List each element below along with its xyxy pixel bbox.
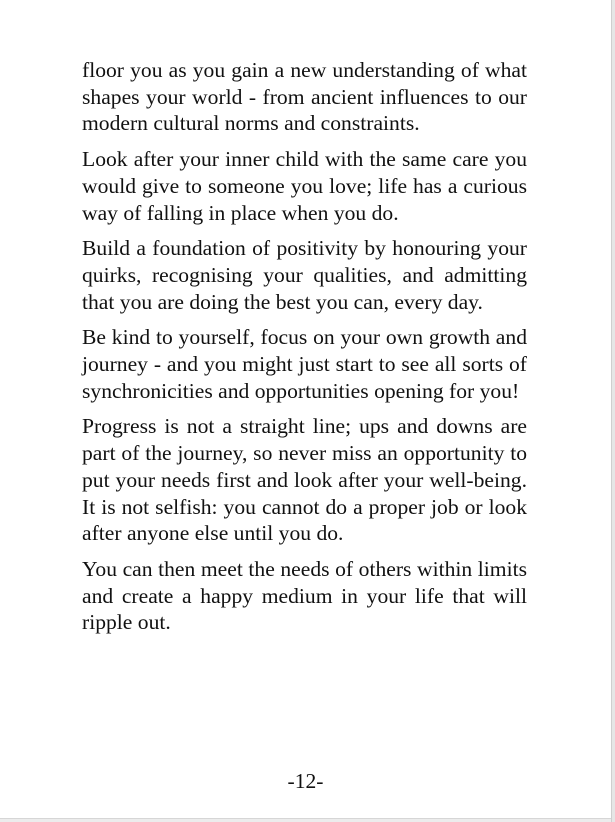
page-number: -12- (287, 769, 324, 793)
page-edge-right (611, 0, 615, 822)
paragraph-6: You can then meet the needs of others within limits and create a happy medium in your life that will ripple out. (82, 556, 527, 635)
paragraph-5: Progress is not a straight line; ups and downs are part of the journey, so never miss an opportunity to put your needs first and look after your well-being. It is not selfish: you cannot do a proper job or look after anyone else until you do. (82, 414, 527, 546)
page-edge-bottom (0, 818, 611, 822)
paragraph-4: Be kind to yourself, focus on your own growth and journey - and you might just start to see all sorts of synchronicities and opportunities opening for you! (82, 325, 527, 403)
page-body (82, 57, 527, 645)
paragraph-1: floor you as you gain a new understanding of what shapes your world - from ancient influences to our modern cultural norms and constraints. (82, 58, 527, 136)
paragraph-2: Look after your inner child with the same care you would give to someone you love; life has a curious way of falling in place when you do. (82, 147, 527, 225)
paragraph-3: Build a foundation of positivity by honouring your quirks, recognising your qualities, and admitting that you are doing the best you can, every day. (82, 236, 527, 314)
